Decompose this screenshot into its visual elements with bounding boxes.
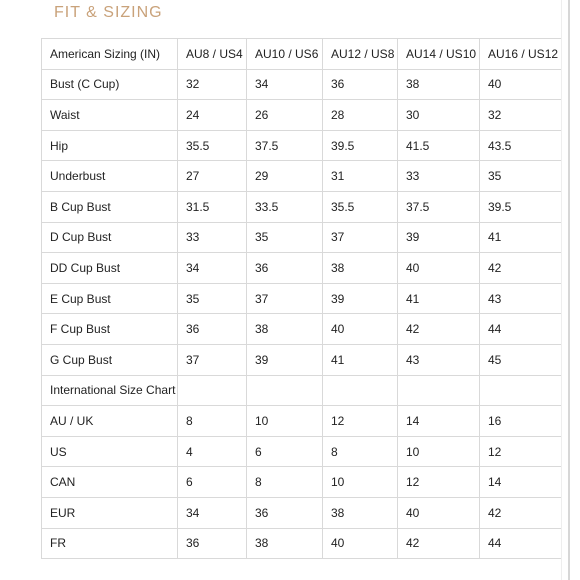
table-row xyxy=(42,314,562,345)
header-cell: AU12 / US8 xyxy=(323,39,398,70)
table-cell: 39 xyxy=(247,344,323,375)
table-row xyxy=(42,253,562,284)
table-cell: 32 xyxy=(480,100,562,131)
table-cell: 40 xyxy=(323,314,398,345)
table-cell: 39 xyxy=(323,283,398,314)
table-cell: 27 xyxy=(178,161,247,192)
row-label: AU / UK xyxy=(42,406,178,437)
table-cell: 10 xyxy=(323,467,398,498)
header-cell: American Sizing (IN) xyxy=(42,39,178,70)
table-cell: 35 xyxy=(178,283,247,314)
table-row xyxy=(42,222,562,253)
row-label: EUR xyxy=(42,497,178,528)
table-cell: 42 xyxy=(480,253,562,284)
table-cell: 29 xyxy=(247,161,323,192)
table-cell: 41 xyxy=(323,344,398,375)
table-cell: 34 xyxy=(178,497,247,528)
table-cell: 43 xyxy=(480,283,562,314)
header-cell: AU10 / US6 xyxy=(247,39,323,70)
table-cell: 37.5 xyxy=(247,130,323,161)
table-cell: 42 xyxy=(480,497,562,528)
table-cell: 42 xyxy=(398,528,480,559)
table-row xyxy=(42,283,562,314)
table-cell: 14 xyxy=(398,406,480,437)
table-cell: 43.5 xyxy=(480,130,562,161)
table-cell: 36 xyxy=(247,497,323,528)
table-cell: 12 xyxy=(480,436,562,467)
table-cell: 10 xyxy=(398,436,480,467)
table-row xyxy=(42,497,562,528)
table-cell xyxy=(398,375,480,406)
table-row xyxy=(42,161,562,192)
table-header-row xyxy=(42,39,562,70)
table-cell: 38 xyxy=(323,497,398,528)
table-cell: 12 xyxy=(323,406,398,437)
table-cell: 33 xyxy=(398,161,480,192)
table-cell: 16 xyxy=(480,406,562,437)
table-row xyxy=(42,69,562,100)
table-cell: 33.5 xyxy=(247,191,323,222)
table-cell: 31.5 xyxy=(178,191,247,222)
table-cell: 36 xyxy=(323,69,398,100)
row-label: Bust (C Cup) xyxy=(42,69,178,100)
table-cell: 42 xyxy=(398,314,480,345)
row-label: B Cup Bust xyxy=(42,191,178,222)
header-cell: AU8 / US4 xyxy=(178,39,247,70)
row-label: CAN xyxy=(42,467,178,498)
table-row xyxy=(42,344,562,375)
table-cell xyxy=(247,375,323,406)
table-cell xyxy=(178,375,247,406)
table-row xyxy=(42,436,562,467)
table-cell: 10 xyxy=(247,406,323,437)
table-cell xyxy=(323,375,398,406)
table-row xyxy=(42,130,562,161)
table-cell: 44 xyxy=(480,528,562,559)
row-label: F Cup Bust xyxy=(42,314,178,345)
table-cell: 32 xyxy=(178,69,247,100)
table-cell: 43 xyxy=(398,344,480,375)
table-cell: 39 xyxy=(398,222,480,253)
row-label: G Cup Bust xyxy=(42,344,178,375)
table-cell: 12 xyxy=(398,467,480,498)
row-label: Waist xyxy=(42,100,178,131)
table-cell: 35 xyxy=(480,161,562,192)
section-label: International Size Chart xyxy=(42,375,178,406)
table-cell: 37 xyxy=(247,283,323,314)
row-label: E Cup Bust xyxy=(42,283,178,314)
table-row xyxy=(42,191,562,222)
table-cell: 6 xyxy=(178,467,247,498)
table-cell: 8 xyxy=(178,406,247,437)
table-row xyxy=(42,528,562,559)
table-cell: 40 xyxy=(398,253,480,284)
table-cell: 41.5 xyxy=(398,130,480,161)
table-cell: 38 xyxy=(398,69,480,100)
table-cell: 30 xyxy=(398,100,480,131)
table-cell: 40 xyxy=(323,528,398,559)
table-section-row xyxy=(42,375,562,406)
row-label: FR xyxy=(42,528,178,559)
table-cell: 8 xyxy=(247,467,323,498)
table-cell: 35.5 xyxy=(323,191,398,222)
header-cell: AU16 / US12 xyxy=(480,39,562,70)
table-cell: 33 xyxy=(178,222,247,253)
table-cell: 4 xyxy=(178,436,247,467)
table-cell: 34 xyxy=(247,69,323,100)
table-cell: 8 xyxy=(323,436,398,467)
table-cell: 38 xyxy=(247,314,323,345)
table-cell: 36 xyxy=(247,253,323,284)
table-cell: 28 xyxy=(323,100,398,131)
table-cell: 37 xyxy=(178,344,247,375)
table-cell: 35 xyxy=(247,222,323,253)
table-row xyxy=(42,406,562,437)
table-cell: 40 xyxy=(398,497,480,528)
table-cell: 37.5 xyxy=(398,191,480,222)
table-cell: 37 xyxy=(323,222,398,253)
row-label: DD Cup Bust xyxy=(42,253,178,284)
table-row xyxy=(42,100,562,131)
section-title: FIT & SIZING xyxy=(54,4,163,21)
table-cell: 31 xyxy=(323,161,398,192)
table-cell: 6 xyxy=(247,436,323,467)
header-cell: AU14 / US10 xyxy=(398,39,480,70)
table-cell: 41 xyxy=(398,283,480,314)
table-cell: 39.5 xyxy=(480,191,562,222)
size-chart-table xyxy=(41,38,562,559)
table-cell: 14 xyxy=(480,467,562,498)
table-cell: 34 xyxy=(178,253,247,284)
table-cell: 40 xyxy=(480,69,562,100)
table-cell: 38 xyxy=(323,253,398,284)
table-cell: 26 xyxy=(247,100,323,131)
table-cell: 36 xyxy=(178,314,247,345)
row-label: US xyxy=(42,436,178,467)
table-cell: 39.5 xyxy=(323,130,398,161)
row-label: Hip xyxy=(42,130,178,161)
table-cell: 35.5 xyxy=(178,130,247,161)
row-label: Underbust xyxy=(42,161,178,192)
table-cell: 38 xyxy=(247,528,323,559)
row-label: D Cup Bust xyxy=(42,222,178,253)
table-cell: 41 xyxy=(480,222,562,253)
table-cell: 36 xyxy=(178,528,247,559)
table-cell xyxy=(480,375,562,406)
table-cell: 24 xyxy=(178,100,247,131)
table-cell: 44 xyxy=(480,314,562,345)
table-cell: 45 xyxy=(480,344,562,375)
table-row xyxy=(42,467,562,498)
